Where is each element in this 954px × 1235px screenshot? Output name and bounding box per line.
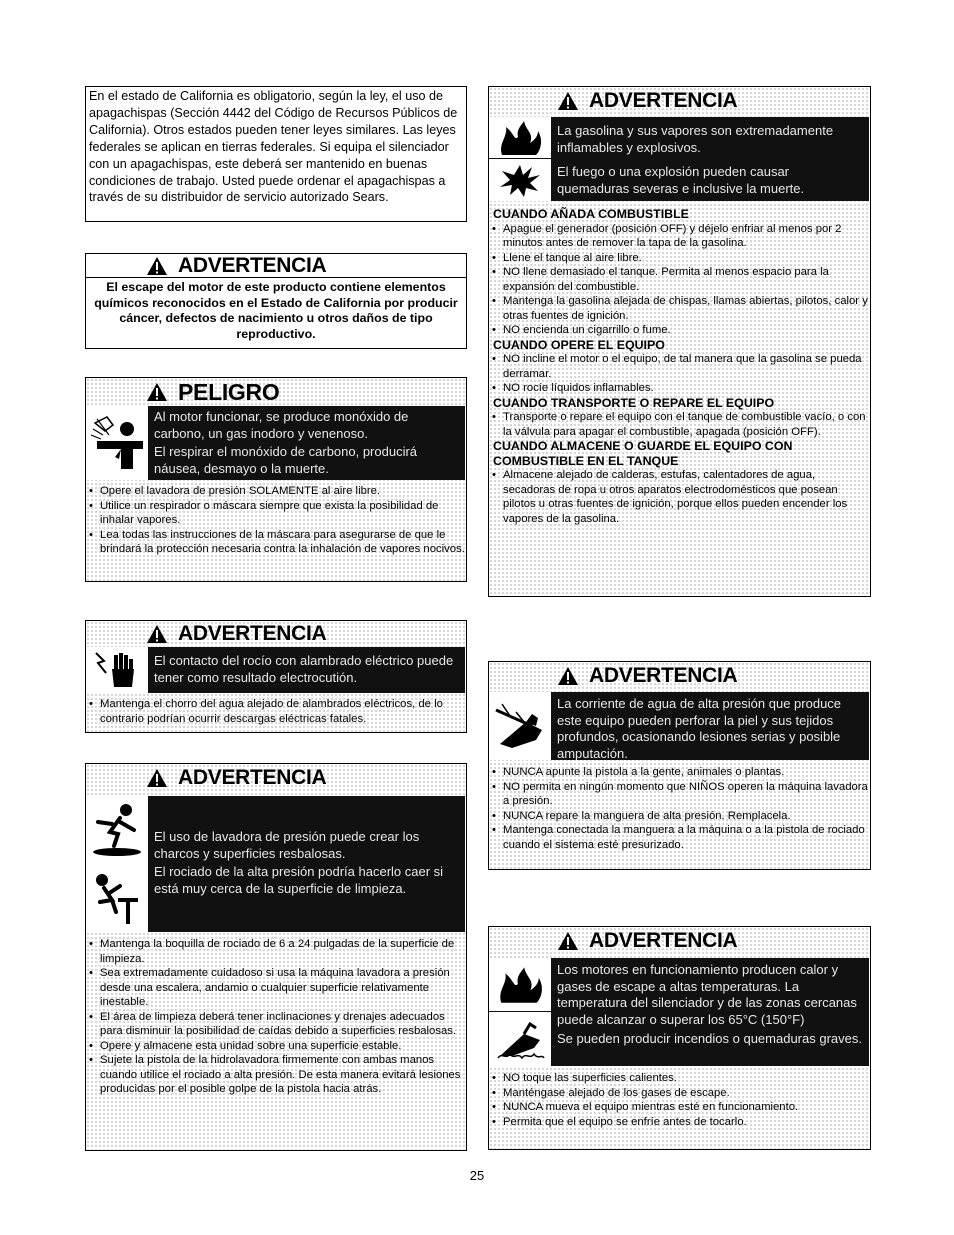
warning-triangle-icon (557, 666, 579, 686)
injection-dark-panel (489, 692, 869, 760)
electric-warning-header (86, 621, 466, 647)
list-item: • Lea todas las instrucciones de la máscara para asegurarse de que le brindará la protección necesaria contra la inhalación de vapores nocivos. (86, 528, 465, 557)
electric-warning-box (85, 620, 467, 733)
fuel-section-list (489, 222, 869, 338)
list-item: • Sujete la pistola de la hidrolavadora firmemente con ambas manos cuando utilice el rociado a alta presión. De esta manera evitará lesiones producidas por el posible golpe de la pistola hacia atrás. (86, 1053, 465, 1097)
slip-line-2: El rociado de la alta presión podría hacerlo caer si está muy cerca de la superficie de limpieza. (154, 864, 444, 896)
list-item: • NO encienda un cigarrillo o fume. (489, 323, 869, 338)
cancer-warning-box (85, 253, 467, 349)
hot-warning-header (489, 927, 870, 955)
list-item: • NUNCA mueva el equipo mientras esté en funcionamiento. (489, 1100, 869, 1115)
danger-title: PELIGRO (178, 378, 280, 405)
fuel-section-heading: CUANDO OPERE EL EQUIPO (493, 337, 665, 352)
spark-arrester-text: En el estado de California es obligatorio, según la ley, el uso de apagachispas (Sección 4442 del Código de Recursos Públicos de California). Otros estados pueden tener leyes similares. Las leyes federales se aplican en tierras federales. Si equipa el silenciador con un apagachispas, este deberá ser mantenido en buenas condiciones de trabajo. Usted puede ordenar el apagachispas a través de su distribuidor de servicio autorizado Sears. (89, 89, 458, 205)
list-item: • Almacene alejado de calderas, estufas, calentadores de agua, secadoras de ropa u otros aparatos electrodomésticos que posean pilotos u otras fuentes de ignición, porque ellos pueden encender los vapores de la gasolina. (489, 468, 869, 526)
cancer-warning-text: El escape del motor de este producto contiene elementos químicos reconocidos en el Estado de California por producir cáncer, defectos de nacimiento u otros daños de tipo reproductivo. (94, 280, 458, 341)
slip-fall-icon (86, 796, 148, 932)
list-item: • NO incline el motor o el equipo, de tal manera que la gasolina se pueda derramar. (489, 352, 869, 381)
danger-bullet-list (86, 484, 465, 557)
fuel-sections (489, 207, 869, 526)
warning-triangle-icon (557, 931, 579, 951)
list-item: • NO toque las superficies calientes. (489, 1071, 869, 1086)
list-item: • Mantenga conectada la manguera a la máquina o a la pistola de rociado cuando el sistema esté presurizado. (489, 823, 869, 852)
electric-shock-icon (86, 647, 148, 693)
list-item: • Mantenga la boquilla de rociado de 6 a 24 pulgadas de la superficie de limpieza. (86, 937, 465, 966)
injection-line-1: La corriente de agua de alta presión que produce este equipo pueden perforar la piel y sus tejidos profundos, ocasionando lesiones serias y posible amputación. (557, 696, 842, 761)
list-item: • Opere y almacene esta unidad sobre una superficie estable. (86, 1039, 465, 1054)
fuel-section-heading: CUANDO TRANSPORTE O REPARE EL EQUIPO (493, 395, 775, 410)
toxic-gas-icon (86, 406, 148, 480)
injection-warning-header (489, 662, 870, 690)
hot-bullet-list (489, 1071, 869, 1129)
cancer-warning-header (86, 254, 466, 278)
warning-triangle-icon (557, 91, 579, 111)
fire-icon (489, 958, 551, 1012)
list-item: • Apague el generador (posición OFF) y déjelo enfriar al menos por 2 minutos antes de remover la tapa de la gasolina. (489, 222, 869, 251)
electric-warning-title: ADVERTENCIA (178, 622, 327, 645)
fuel-warning-title: ADVERTENCIA (589, 89, 738, 112)
fuel-section-list (489, 410, 869, 439)
list-item: • Opere el lavadora de presión SOLAMENTE al aire libre. (86, 484, 465, 499)
fuel-warning-box (488, 86, 871, 597)
warning-triangle-icon (146, 382, 168, 402)
slip-warning-header (86, 764, 466, 792)
fuel-line-1: La gasolina y sus vapores son extremadamente inflamables y explosivos. (557, 123, 834, 155)
warning-triangle-icon (146, 624, 168, 644)
warning-triangle-icon (146, 256, 168, 276)
explosion-icon (489, 159, 551, 201)
danger-dark-panel (86, 406, 465, 480)
fuel-section-list (489, 468, 869, 526)
list-item: • Mantenga el chorro del agua alejado de alambrados eléctricos, de lo contrario podrían ocurrir descargas eléctricas fatales. (86, 697, 465, 726)
skin-injection-icon (489, 692, 551, 760)
list-item: • Utilice un respirador o máscara siempre que exista la posibilidad de inhalar vapores. (86, 499, 465, 528)
electric-dark-panel (86, 647, 465, 693)
hot-warning-title: ADVERTENCIA (589, 929, 738, 952)
slip-line-1: El uso de lavadora de presión puede crear los charcos y superficies resbalosas. (154, 829, 420, 861)
slip-warning-title: ADVERTENCIA (178, 766, 327, 789)
fuel-section-heading: CUANDO ALMACENE O GUARDE EL EQUIPO CON COMBUSTIBLE EN EL TANQUE (493, 439, 793, 468)
danger-line-1: Al motor funcionar, se produce monóxido de carbono, un gas inodoro y venenoso. (154, 409, 409, 441)
list-item: • Sea extremadamente cuidadoso si usa la máquina lavadora a presión desde una escalera, andamio o cualquier superficie relativamente inestable. (86, 966, 465, 1010)
fuel-section-list (489, 352, 869, 396)
injection-bullet-list (489, 765, 869, 852)
fuel-line-2: El fuego o una explosión pueden causar quemaduras severas e inclusive la muerte. (557, 164, 805, 196)
electric-line-1: El contacto del rocío con alambrado eléctrico puede tener como resultado electrocutión. (154, 653, 454, 685)
slip-bullet-list (86, 937, 465, 1097)
injection-warning-title: ADVERTENCIA (589, 664, 738, 687)
spark-arrester-notice (85, 86, 467, 222)
hot-dark-panel (489, 958, 869, 1066)
warning-triangle-icon (146, 768, 168, 788)
hot-line-1: Los motores en funcionamiento producen calor y gases de escape a altas temperaturas. La temperatura del silenciador y de las zonas cercanas puede alcanzar o superar los 65°C (150°F) (557, 962, 857, 1027)
danger-header (86, 378, 466, 406)
injection-warning-box (488, 661, 871, 870)
list-item: • Mantenga la gasolina alejada de chispas, llamas abiertas, pilotos, calor y otras fuentes de ignición. (489, 294, 869, 323)
slip-warning-box (85, 763, 467, 1151)
hot-surface-icon (489, 1012, 551, 1066)
list-item: • Transporte o repare el equipo con el tanque de combustible vacío, o con la válvula para apagar el combustible, apagada (posición OFF). (489, 410, 869, 439)
cancer-warning-title: ADVERTENCIA (178, 253, 327, 277)
list-item: • NO llene demasiado el tanque. Permita al menos espacio para la expansión del combustible. (489, 265, 869, 294)
fuel-dark-panel (489, 117, 869, 201)
page-number: 25 (469, 1168, 485, 1183)
hot-surface-warning-box (488, 926, 871, 1150)
danger-carbon-monoxide-box (85, 377, 467, 582)
electric-bullet-list (86, 697, 465, 726)
fuel-section-heading: CUANDO AÑADA COMBUSTIBLE (493, 207, 689, 221)
slip-dark-panel (86, 796, 465, 932)
list-item: • NUNCA repare la manguera de alta presión. Remplacela. (489, 809, 869, 824)
list-item: • Permita que el equipo se enfríe antes de tocarlo. (489, 1115, 869, 1130)
list-item: • El área de limpieza deberá tener inclinaciones y drenajes adecuados para disminuir la posibilidad de caídas debido a superficies resbalosas. (86, 1010, 465, 1039)
fire-icon (489, 117, 551, 159)
hot-line-2: Se pueden producir incendios o quemaduras graves. (557, 1031, 862, 1046)
list-item: • NO permita en ningún momento que NIÑOS operen la máquina lavadora a presión. (489, 780, 869, 809)
list-item: • NUNCA apunte la pistola a la gente, animales o plantas. (489, 765, 869, 780)
fuel-warning-header (489, 87, 870, 115)
list-item: • Llene el tanque al aire libre. (489, 251, 869, 266)
danger-line-2: El respirar el monóxido de carbono, producirá náusea, desmayo o la muerte. (154, 444, 418, 476)
list-item: • Manténgase alejado de los gases de escape. (489, 1086, 869, 1101)
list-item: • NO rocíe líquidos inflamables. (489, 381, 869, 396)
